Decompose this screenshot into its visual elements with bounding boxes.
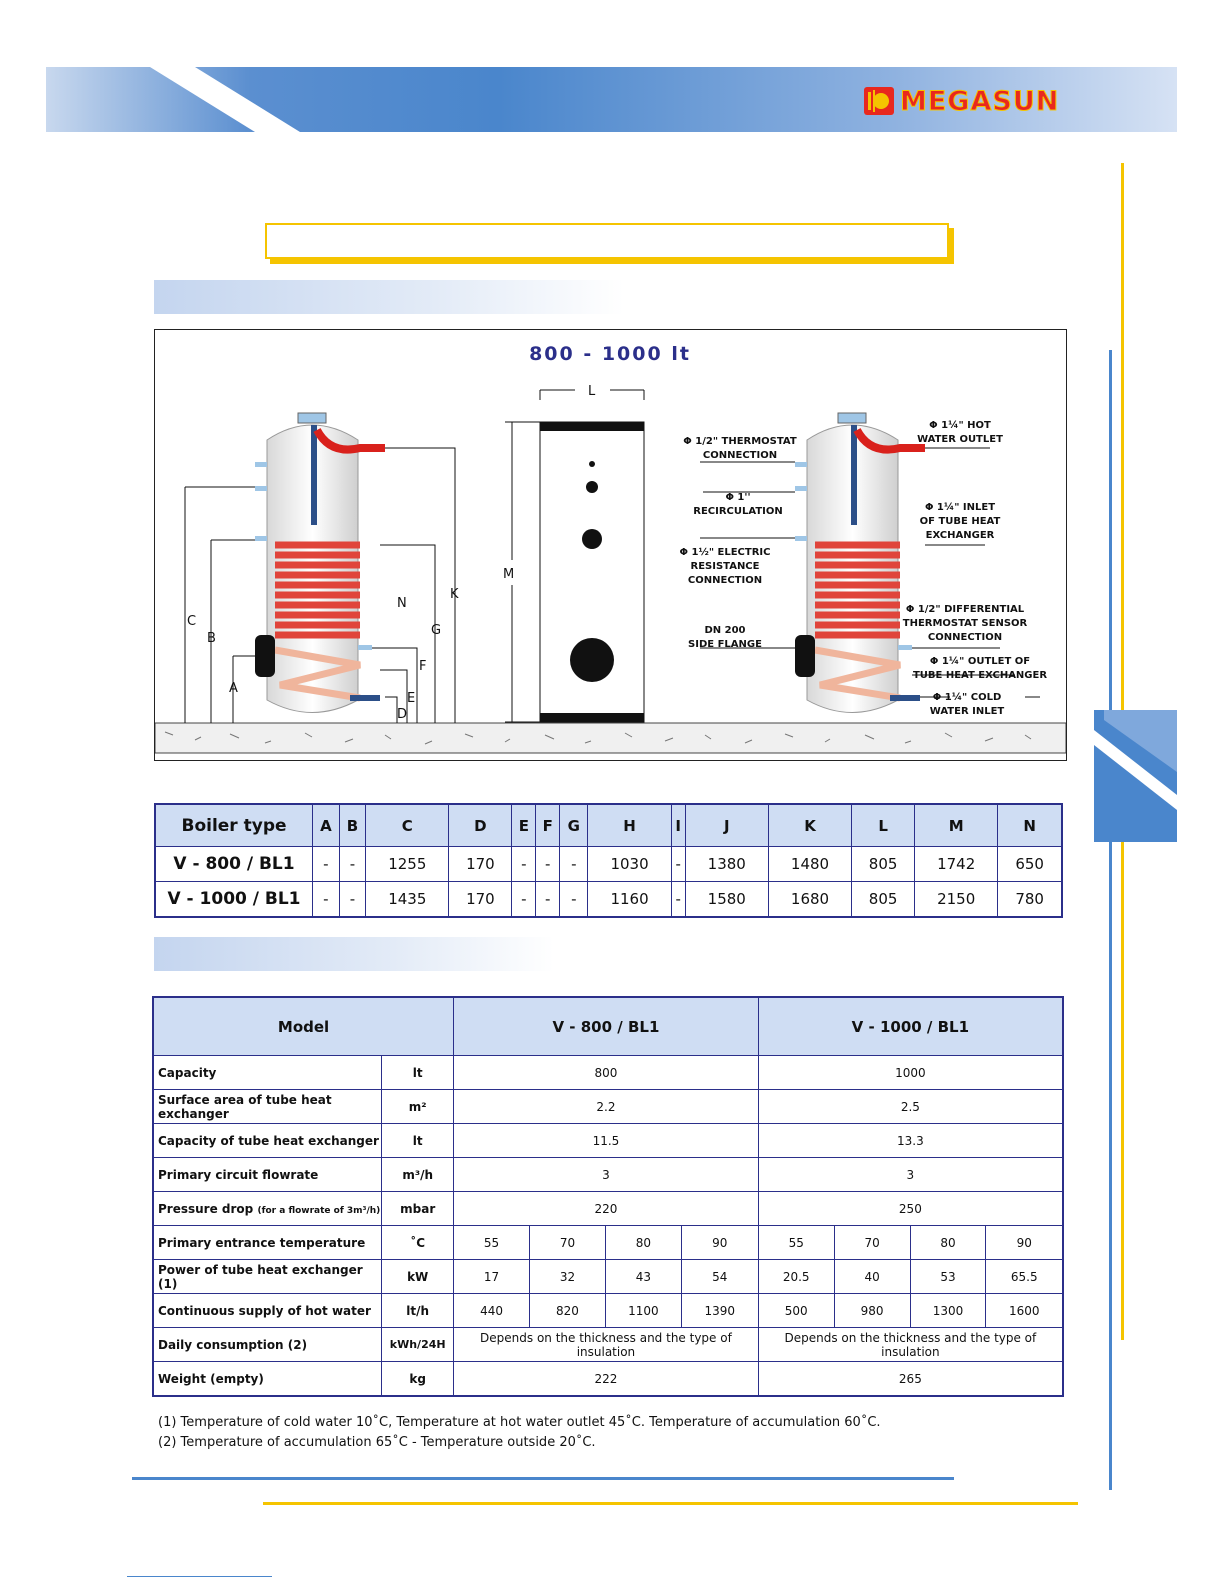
table-cell: 1000 <box>758 1056 1063 1090</box>
spec-header-row <box>153 997 1063 1056</box>
row-label: Continuous supply of hot water <box>153 1294 382 1328</box>
table-cell: - <box>512 882 536 918</box>
letter-m: M <box>503 567 515 582</box>
header-cell: F <box>536 804 560 847</box>
table-cell: 170 <box>449 847 512 882</box>
bottom-underline <box>127 1576 272 1577</box>
table-cell: 1300 <box>910 1294 986 1328</box>
table-cell: 1160 <box>588 882 671 918</box>
table-cell: - <box>560 847 588 882</box>
table-cell: 70 <box>834 1226 910 1260</box>
table-cell: Depends on the thickness and the type of insulation <box>758 1328 1063 1362</box>
table-cell: 1435 <box>366 882 449 918</box>
row-label: Surface area of tube heat exchanger <box>153 1090 382 1124</box>
pressure-drop-label: Pressure drop <box>158 1201 254 1216</box>
table-cell: - <box>536 847 560 882</box>
svg-text:Φ 1/2" THERMOSTATCONNECTION: Φ 1/2" THERMOSTAT CONNECTION <box>683 436 797 461</box>
table-header-row <box>155 804 1062 847</box>
table-cell: - <box>512 847 536 882</box>
header-cell: I <box>671 804 685 847</box>
table-cell: 80 <box>605 1226 681 1260</box>
table-cell: 222 <box>454 1362 759 1397</box>
row-unit: lt <box>382 1056 454 1090</box>
table-cell: 1600 <box>986 1294 1063 1328</box>
table-row <box>153 1362 1063 1397</box>
table-cell: 1680 <box>768 882 851 918</box>
table-cell: 820 <box>530 1294 606 1328</box>
row-unit: mbar <box>382 1192 454 1226</box>
table-cell: - <box>339 882 365 918</box>
table-cell: 800 <box>454 1056 759 1090</box>
table-row <box>153 1158 1063 1192</box>
table-cell: 980 <box>834 1294 910 1328</box>
boiler-diagram-svg <box>155 330 1066 760</box>
table-row <box>153 1090 1063 1124</box>
table-cell: 40 <box>834 1260 910 1294</box>
table-cell: 80 <box>910 1226 986 1260</box>
table-cell: V - 1000 / BL1 <box>155 882 313 918</box>
table-row <box>155 882 1062 918</box>
model-v800-header: V - 800 / BL1 <box>454 997 759 1056</box>
table-row <box>153 1260 1063 1294</box>
table-cell: - <box>313 882 340 918</box>
table-cell: 1480 <box>768 847 851 882</box>
table-cell: 11.5 <box>454 1124 759 1158</box>
right-page-tab <box>1094 710 1177 842</box>
footnote-1: (1) Temperature of cold water 10˚C, Temperature at hot water outlet 45˚C. Temperature of accumulation 60˚C. <box>158 1415 881 1430</box>
letter-c: C <box>187 614 197 629</box>
header-cell: A <box>313 804 340 847</box>
row-label: Capacity <box>153 1056 382 1090</box>
table-cell: 65.5 <box>986 1260 1063 1294</box>
dimensions-table <box>154 803 1063 918</box>
letter-g: G <box>431 623 442 638</box>
front-view <box>503 384 644 722</box>
footnotes <box>158 1413 881 1453</box>
table-cell: - <box>671 882 685 918</box>
letter-d: D <box>397 707 408 722</box>
table-cell: 1100 <box>605 1294 681 1328</box>
header-cell: L <box>852 804 915 847</box>
table-row <box>153 1056 1063 1090</box>
table-cell: 2.5 <box>758 1090 1063 1124</box>
row-unit: ˚C <box>382 1226 454 1260</box>
table-row <box>153 1124 1063 1158</box>
row-unit: m³/h <box>382 1158 454 1192</box>
row-label: Weight (empty) <box>153 1362 382 1397</box>
header-cell: C <box>366 804 449 847</box>
section-bar-specifications <box>154 937 554 971</box>
row-unit: kW <box>382 1260 454 1294</box>
table-cell: 805 <box>852 882 915 918</box>
table-cell: 13.3 <box>758 1124 1063 1158</box>
table-cell: 55 <box>758 1226 834 1260</box>
row-unit: kWh/24H <box>382 1328 454 1362</box>
pressure-drop-note: (for a flowrate of 3m³/h) <box>257 1205 381 1216</box>
table-cell: 43 <box>605 1260 681 1294</box>
row-label: Capacity of tube heat exchanger <box>153 1124 382 1158</box>
footnote-2: (2) Temperature of accumulation 65˚C - Temperature outside 20˚C. <box>158 1435 596 1450</box>
bottom-yellow-rule <box>263 1502 1078 1505</box>
table-cell: 1390 <box>681 1294 758 1328</box>
right-tank <box>795 413 925 713</box>
header-cell: G <box>560 804 588 847</box>
svg-text:Φ 1/2" DIFFERENTIALTHERMOSTAT: Φ 1/2" DIFFERENTIAL THERMOSTAT SENSOR CONNECTION <box>902 604 1028 643</box>
table-cell: 3 <box>454 1158 759 1192</box>
boiler-diagram <box>154 329 1067 761</box>
section-bar-dimensions <box>154 280 624 314</box>
table-cell: 70 <box>530 1226 606 1260</box>
table-cell: 265 <box>758 1362 1063 1397</box>
header-cell: D <box>449 804 512 847</box>
table-cell: 54 <box>681 1260 758 1294</box>
letter-n: N <box>397 596 407 611</box>
table-cell: 805 <box>852 847 915 882</box>
header-cell: J <box>685 804 768 847</box>
header-cell: M <box>915 804 998 847</box>
header-cell: Boiler type <box>155 804 313 847</box>
header-cell: E <box>512 804 536 847</box>
table-cell: 17 <box>454 1260 530 1294</box>
row-unit: m² <box>382 1090 454 1124</box>
letter-f: F <box>419 659 427 674</box>
row-label <box>153 1192 382 1226</box>
row-unit: kg <box>382 1362 454 1397</box>
svg-text:Φ 1¼" HOTWATER OUTLET: Φ 1¼" HOT WATER OUTLET <box>917 420 1003 445</box>
bottom-blue-rule <box>132 1477 954 1480</box>
table-cell: 1255 <box>366 847 449 882</box>
table-cell: V - 800 / BL1 <box>155 847 313 882</box>
table-cell: 2.2 <box>454 1090 759 1124</box>
table-cell: 250 <box>758 1192 1063 1226</box>
table-cell: 1580 <box>685 882 768 918</box>
table-cell: - <box>560 882 588 918</box>
svg-text:Φ 1½" ELECTRICRESISTANCECONNEC: Φ 1½" ELECTRIC RESISTANCE CONNECTION <box>679 547 771 586</box>
row-label: Primary entrance temperature <box>153 1226 382 1260</box>
row-unit: lt <box>382 1124 454 1158</box>
table-cell: 90 <box>986 1226 1063 1260</box>
table-cell: 440 <box>454 1294 530 1328</box>
letter-a: A <box>229 681 238 696</box>
table-cell: 220 <box>454 1192 759 1226</box>
header-cell: B <box>339 804 365 847</box>
header-cell: H <box>588 804 671 847</box>
table-cell: 500 <box>758 1294 834 1328</box>
table-cell: 55 <box>454 1226 530 1260</box>
svg-text:Φ 1¼" INLETOF TUBE HEATEXCHAN: Φ 1¼" INLET OF TUBE HEAT EXCHANGER <box>919 502 1001 541</box>
right-blue-rule <box>1109 350 1112 1490</box>
letter-b: B <box>207 631 216 646</box>
row-label: Primary circuit flowrate <box>153 1158 382 1192</box>
specifications-table <box>152 996 1064 1397</box>
model-header: Model <box>153 997 454 1056</box>
table-cell: 1380 <box>685 847 768 882</box>
table-cell: - <box>313 847 340 882</box>
table-cell: Depends on the thickness and the type of insulation <box>454 1328 759 1362</box>
svg-text:Φ 1¼" OUTLET OFTUBE HEAT EXCH: Φ 1¼" OUTLET OF TUBE HEAT EXCHANGER <box>912 656 1048 681</box>
table-cell: 53 <box>910 1260 986 1294</box>
row-label: Daily consumption (2) <box>153 1328 382 1362</box>
table-row <box>153 1192 1063 1226</box>
table-cell: 170 <box>449 882 512 918</box>
title-box <box>265 223 949 259</box>
left-tank <box>255 413 385 713</box>
table-cell: 650 <box>998 847 1062 882</box>
letter-k: K <box>450 587 459 602</box>
megasun-logo <box>864 86 1059 116</box>
table-cell: - <box>671 847 685 882</box>
table-cell: 780 <box>998 882 1062 918</box>
svg-text:DN 200SIDE FLANGE: DN 200 SIDE FLANGE <box>688 625 762 650</box>
table-cell: - <box>339 847 365 882</box>
table-cell: 3 <box>758 1158 1063 1192</box>
brand-name: MEGASUN <box>900 85 1060 117</box>
model-v1000-header: V - 1000 / BL1 <box>758 997 1063 1056</box>
header-slash-decoration <box>150 67 300 132</box>
svg-text:Φ 1''RECIRCULATION: Φ 1'' RECIRCULATION <box>693 492 783 517</box>
table-cell: 32 <box>530 1260 606 1294</box>
header-cell: N <box>998 804 1062 847</box>
diagram-title: 800 - 1000 lt <box>529 343 691 365</box>
table-cell: 90 <box>681 1226 758 1260</box>
letter-l: L <box>588 384 596 399</box>
letter-e: E <box>407 691 416 706</box>
header-cell: K <box>768 804 851 847</box>
table-cell: 1030 <box>588 847 671 882</box>
table-cell: 1742 <box>915 847 998 882</box>
ground <box>155 723 1066 753</box>
table-row <box>153 1328 1063 1362</box>
svg-text:Φ 1¼" COLDWATER INLET: Φ 1¼" COLD WATER INLET <box>929 692 1005 717</box>
table-row <box>153 1294 1063 1328</box>
table-row <box>155 847 1062 882</box>
row-label: Power of tube heat exchanger (1) <box>153 1260 382 1294</box>
table-cell: - <box>536 882 560 918</box>
sun-logo-icon <box>864 87 894 115</box>
table-row <box>153 1226 1063 1260</box>
table-cell: 20.5 <box>758 1260 834 1294</box>
table-cell: 2150 <box>915 882 998 918</box>
row-unit: lt/h <box>382 1294 454 1328</box>
